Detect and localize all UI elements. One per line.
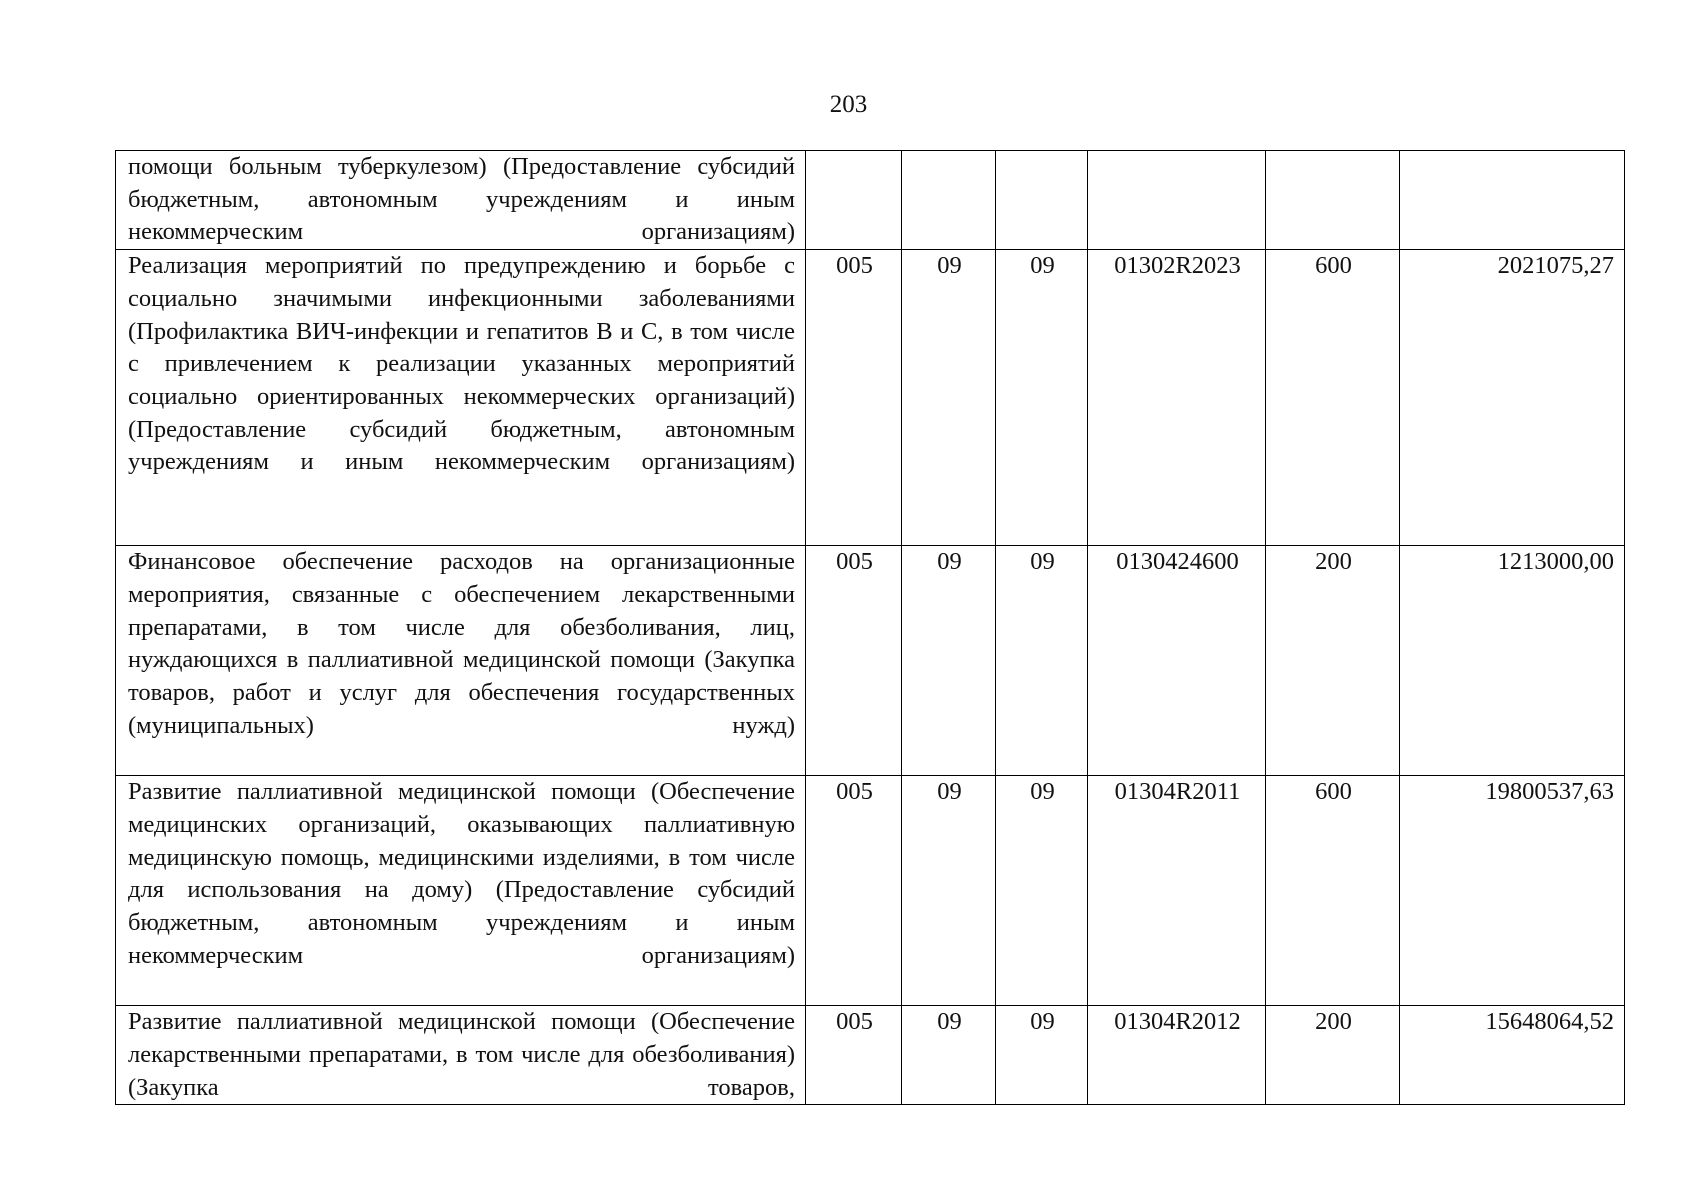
row-amount: 15648064,52 — [1400, 1006, 1625, 1105]
row-code: 005 — [806, 1006, 902, 1105]
row-section: 09 — [902, 250, 996, 546]
row-amount: 19800537,63 — [1400, 776, 1625, 1006]
row-amount: 2021075,27 — [1400, 250, 1625, 546]
row-expense-type: 200 — [1266, 1006, 1400, 1105]
row-amount: 1213000,00 — [1400, 546, 1625, 776]
row-description: Финансовое обеспечение расходов на организационные мероприятия, связанные с обеспечением лекарственными препаратами, в том числе для обезболивания, лиц, нуждающихся в паллиативной медицинской помощи (Закупка товаров, работ и услуг для обеспечения государственных (муниципальных) нужд) — [116, 546, 806, 776]
row-description: Реализация мероприятий по предупреждению и борьбе с социально значимыми инфекционными заболеваниями (Профилактика ВИЧ-инфекции и гепатитов В и С, в том числе с привлечением к реализации указанных мероприятий социально ориентированных некоммерческих организаций) (Предоставление субсидий бюджетным, автономным учреждениям и иным некоммерческим организациям) — [116, 250, 806, 546]
row-amount — [1400, 151, 1625, 250]
row-target-article: 01302R2023 — [1088, 250, 1266, 546]
budget-table — [115, 150, 1625, 1105]
row-subsection: 09 — [996, 546, 1088, 776]
table-row — [116, 250, 1625, 546]
row-expense-type: 600 — [1266, 250, 1400, 546]
row-description: Развитие паллиативной медицинской помощи (Обеспечение лекарственными препаратами, в том числе для обезболивания) (Закупка товаров, — [116, 1006, 806, 1105]
table-row — [116, 1006, 1625, 1105]
row-subsection — [996, 151, 1088, 250]
table-row — [116, 546, 1625, 776]
row-section — [902, 151, 996, 250]
table-row — [116, 151, 1625, 250]
row-code: 005 — [806, 776, 902, 1006]
row-code: 005 — [806, 250, 902, 546]
row-target-article — [1088, 151, 1266, 250]
row-target-article: 01304R2012 — [1088, 1006, 1266, 1105]
row-expense-type: 600 — [1266, 776, 1400, 1006]
row-target-article: 0130424600 — [1088, 546, 1266, 776]
row-target-article: 01304R2011 — [1088, 776, 1266, 1006]
page-number: 203 — [829, 91, 868, 118]
row-section: 09 — [902, 1006, 996, 1105]
row-code: 005 — [806, 546, 902, 776]
row-subsection: 09 — [996, 1006, 1088, 1105]
row-description: Развитие паллиативной медицинской помощи (Обеспечение медицинских организаций, оказывающих паллиативную медицинскую помощь, медицинскими изделиями, в том числе для использования на дому) (Предоставление субсидий бюджетным, автономным учреждениям и иным некоммерческим организациям) — [116, 776, 806, 1006]
row-expense-type — [1266, 151, 1400, 250]
row-description: помощи больным туберкулезом) (Предоставление субсидий бюджетным, автономным учреждениям и иным некоммерческим организациям) — [116, 151, 806, 250]
row-subsection: 09 — [996, 776, 1088, 1006]
table-row — [116, 776, 1625, 1006]
row-expense-type: 200 — [1266, 546, 1400, 776]
row-section: 09 — [902, 546, 996, 776]
row-section: 09 — [902, 776, 996, 1006]
row-code — [806, 151, 902, 250]
row-subsection: 09 — [996, 250, 1088, 546]
